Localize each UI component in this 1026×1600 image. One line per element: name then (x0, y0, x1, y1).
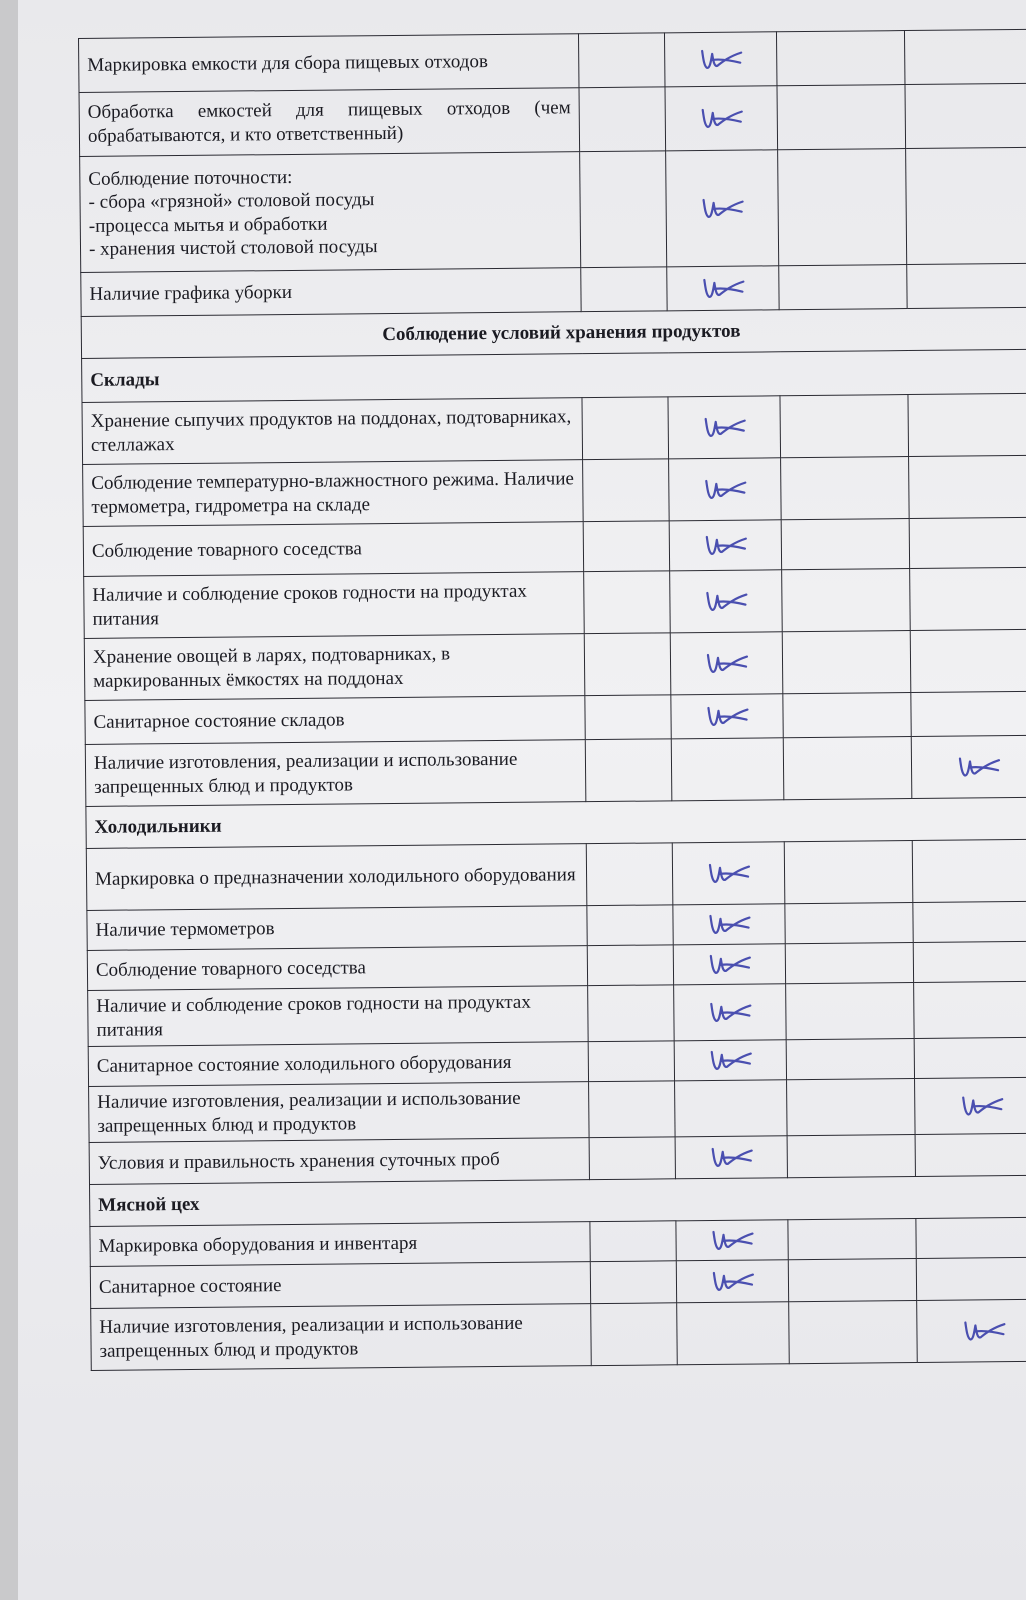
handwritten-checkmark-icon (706, 909, 752, 939)
mark-cell-col-1[interactable] (590, 1221, 676, 1262)
mark-cell-col-3[interactable] (787, 1079, 916, 1136)
criterion-label: Соблюдение товарного соседства (87, 946, 587, 991)
criterion-label: Наличие и соблюдение сроков годности на продуктах питания (84, 572, 585, 639)
mark-cell-col-2[interactable] (669, 520, 781, 571)
criterion-line: Соблюдение поточности: (88, 167, 293, 191)
handwritten-checkmark-icon (959, 1091, 1005, 1121)
checklist-row (86, 839, 1026, 910)
handwritten-checkmark-icon (709, 1225, 755, 1255)
mark-cell-col-3[interactable] (783, 693, 911, 738)
mark-cell-col-4[interactable] (906, 147, 1026, 264)
handwritten-checkmark-icon (707, 1045, 753, 1075)
mark-cell-col-4[interactable] (909, 455, 1026, 518)
handwritten-checkmark-icon (709, 1266, 755, 1296)
criterion-label: Соблюдение температурно-влажностного режима. Наличие термометра, гидрометра на складе (83, 460, 584, 527)
inspection-checklist-table (78, 29, 1026, 1371)
mark-cell-col-3[interactable] (786, 983, 915, 1040)
mark-cell-col-2[interactable] (673, 904, 785, 945)
criterion-label: Санитарное состояние (90, 1262, 590, 1309)
mark-cell-col-2[interactable] (670, 632, 783, 695)
handwritten-checkmark-icon (706, 949, 752, 979)
checklist-row (84, 629, 1026, 700)
mark-cell-col-2[interactable] (675, 1136, 787, 1179)
mark-cell-col-3[interactable] (778, 149, 907, 266)
handwritten-checkmark-icon (708, 1142, 754, 1172)
handwritten-checkmark-icon (702, 474, 748, 504)
mark-cell-col-4[interactable] (916, 1257, 1026, 1300)
handwritten-checkmark-icon (698, 44, 744, 74)
mark-cell-col-4[interactable] (915, 1077, 1026, 1134)
criterion-label: Обработка емкостей для пищевых отходов (чем обрабатываются, и кто ответственный) (79, 88, 580, 157)
mark-cell-col-4[interactable] (911, 691, 1026, 736)
mark-cell-col-1[interactable] (579, 87, 666, 152)
checklist-row (84, 567, 1026, 638)
checklist-row (89, 1077, 1026, 1142)
mark-cell-col-4[interactable] (910, 567, 1026, 630)
mark-cell-col-1[interactable] (591, 1303, 678, 1366)
mark-cell-col-1[interactable] (589, 1081, 676, 1138)
handwritten-checkmark-icon (703, 586, 749, 616)
checklist-row (83, 455, 1026, 526)
mark-cell-col-3[interactable] (780, 395, 909, 458)
criterion-label: Санитарное состояние складов (85, 696, 585, 745)
mark-cell-col-1[interactable] (578, 33, 665, 88)
mark-cell-col-4[interactable] (915, 1133, 1026, 1176)
mark-cell-col-2[interactable] (668, 396, 781, 459)
section-title: Холодильники (86, 797, 1026, 848)
criterion-label: Маркировка оборудования и инвентаря (90, 1222, 590, 1267)
mark-cell-col-3[interactable] (788, 1219, 916, 1260)
mark-cell-col-4[interactable] (909, 517, 1026, 568)
mark-cell-col-1[interactable] (584, 571, 671, 634)
mark-cell-col-2[interactable] (667, 266, 779, 311)
checklist-row (80, 147, 1026, 272)
mark-cell-col-1[interactable] (587, 905, 673, 946)
mark-cell-col-2[interactable] (672, 842, 785, 905)
criterion-line: -процесса мытья и обработки (88, 213, 328, 237)
mark-cell-col-2[interactable] (677, 1302, 790, 1365)
mark-cell-col-4[interactable] (916, 1217, 1026, 1258)
criterion-label: Хранение овощей в ларях, подтоварниках, в маркированных ёмкостях на поддонах (84, 634, 585, 701)
mark-cell-col-2[interactable] (664, 32, 777, 87)
mark-cell-col-1[interactable] (580, 151, 667, 268)
mark-cell-col-2[interactable] (669, 458, 782, 521)
handwritten-checkmark-icon (702, 530, 748, 560)
criterion-line: - хранения чистой столовой посуды (88, 235, 378, 260)
mark-cell-col-1[interactable] (588, 985, 675, 1042)
mark-cell-col-3[interactable] (779, 265, 907, 310)
mark-cell-col-3[interactable] (784, 841, 913, 904)
mark-cell-col-2[interactable] (671, 738, 784, 801)
mark-cell-col-4[interactable] (913, 901, 1026, 942)
mark-cell-col-1[interactable] (583, 459, 670, 522)
mark-cell-col-1[interactable] (590, 1261, 676, 1304)
mark-cell-col-3[interactable] (788, 1259, 916, 1302)
criterion-label: Хранение сыпучих продуктов на поддонах, подтоварниках, стеллажах (82, 398, 583, 465)
mark-cell-col-4[interactable] (912, 839, 1026, 902)
checklist-row (85, 735, 1026, 806)
handwritten-checkmark-icon (698, 103, 744, 133)
handwritten-checkmark-icon (703, 648, 749, 678)
mark-cell-col-3[interactable] (777, 85, 906, 150)
checklist-row (82, 393, 1026, 464)
criterion-label: Наличие изготовления, реализации и использование запрещенных блюд и продуктов (91, 1304, 592, 1371)
mark-cell-col-2[interactable] (666, 150, 779, 267)
section-title: Мясной цех (90, 1175, 1026, 1226)
handwritten-checkmark-icon (701, 412, 747, 442)
criterion-line: - сбора «грязной» столовой посуды (88, 189, 375, 214)
checklist-row (79, 83, 1026, 156)
mark-cell-col-4[interactable] (911, 735, 1026, 798)
mark-cell-col-2[interactable] (676, 1220, 788, 1261)
mark-cell-col-2[interactable] (671, 694, 783, 739)
mark-cell-col-3[interactable] (782, 569, 911, 632)
mark-cell-col-2[interactable] (670, 570, 783, 633)
mark-cell-col-3[interactable] (785, 943, 913, 984)
mark-cell-col-3[interactable] (786, 1039, 914, 1080)
handwritten-checkmark-icon (961, 1316, 1007, 1346)
mark-cell-col-4[interactable] (910, 629, 1026, 692)
mark-cell-col-4[interactable] (908, 393, 1026, 456)
handwritten-checkmark-icon (955, 752, 1001, 782)
criterion-label: Условия и правильность хранения суточных проб (89, 1138, 589, 1185)
mark-cell-col-2[interactable] (675, 1080, 788, 1137)
mark-cell-col-1[interactable] (586, 843, 673, 906)
criterion-label: Наличие и соблюдение сроков годности на продуктах питания (88, 986, 589, 1047)
handwritten-checkmark-icon (699, 193, 745, 223)
criterion-label: Наличие изготовления, реализации и использование запрещенных блюд и продуктов (85, 740, 586, 807)
handwritten-checkmark-icon (700, 273, 746, 303)
checklist-row (79, 29, 1026, 92)
mark-cell-col-3[interactable] (776, 31, 905, 86)
handwritten-checkmark-icon (707, 997, 753, 1027)
mark-cell-col-1[interactable] (585, 739, 672, 802)
mark-cell-col-2[interactable] (674, 1040, 786, 1081)
mark-cell-col-4[interactable] (904, 29, 1026, 84)
checklist-row (88, 981, 1026, 1046)
mark-cell-col-1[interactable] (582, 397, 669, 460)
criterion-label: Санитарное состояние холодильного оборудования (88, 1042, 588, 1087)
mark-cell-col-3[interactable] (782, 631, 911, 694)
criterion-label: Наличие термометров (87, 906, 587, 951)
mark-cell-col-3[interactable] (781, 457, 910, 520)
mark-cell-col-3[interactable] (787, 1135, 915, 1178)
handwritten-checkmark-icon (704, 701, 750, 731)
criterion-label: Маркировка емкости для сбора пищевых отходов (79, 34, 579, 93)
criterion-label: Наличие графика уборки (81, 268, 581, 317)
checklist-row (91, 1299, 1026, 1370)
handwritten-checkmark-icon (705, 858, 751, 888)
mark-cell-col-1[interactable] (584, 633, 671, 696)
mark-cell-col-3[interactable] (785, 903, 913, 944)
mark-cell-col-2[interactable] (674, 984, 787, 1041)
mark-cell-col-4[interactable] (907, 263, 1026, 308)
mark-cell-col-1[interactable] (585, 695, 671, 740)
criterion-label: Маркировка о предназначении холодильного оборудования (86, 844, 587, 911)
mark-cell-col-3[interactable] (781, 519, 909, 570)
mark-cell-col-4[interactable] (917, 1299, 1026, 1362)
mark-cell-col-4[interactable] (913, 941, 1026, 982)
mark-cell-col-4[interactable] (905, 83, 1026, 148)
mark-cell-col-1[interactable] (587, 945, 673, 986)
mark-cell-col-4[interactable] (914, 1037, 1026, 1078)
mark-cell-col-1[interactable] (588, 1041, 674, 1082)
mark-cell-col-2[interactable] (665, 86, 778, 151)
section-title: Соблюдение условий хранения продуктов (81, 307, 1026, 358)
criterion-label (80, 152, 581, 273)
mark-cell-col-1[interactable] (589, 1137, 675, 1180)
mark-cell-col-4[interactable] (914, 981, 1026, 1038)
mark-cell-col-3[interactable] (783, 737, 912, 800)
mark-cell-col-2[interactable] (673, 944, 785, 985)
checklist-row (83, 517, 1026, 576)
section-title: Склады (82, 349, 1026, 402)
mark-cell-col-3[interactable] (789, 1301, 918, 1364)
criterion-label: Наличие изготовления, реализации и использование запрещенных блюд и продуктов (89, 1082, 590, 1143)
paper-sheet (18, 0, 1026, 1600)
mark-cell-col-1[interactable] (583, 521, 669, 572)
criterion-label: Соблюдение товарного соседства (83, 522, 583, 577)
mark-cell-col-1[interactable] (581, 267, 667, 312)
mark-cell-col-2[interactable] (676, 1260, 788, 1303)
